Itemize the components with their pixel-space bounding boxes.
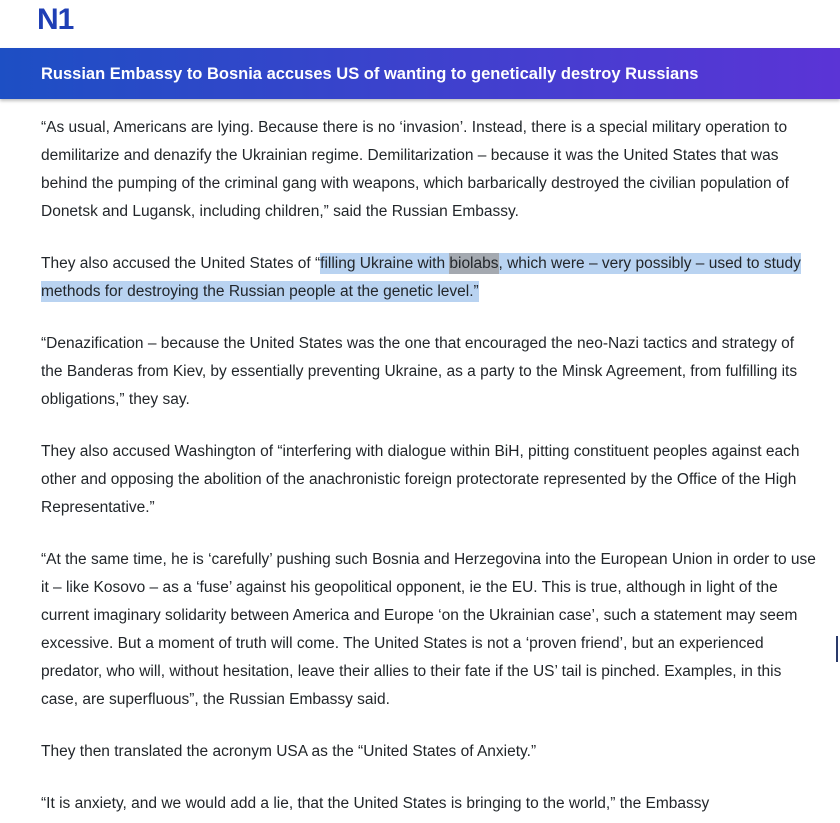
site-header xyxy=(0,0,840,48)
paragraph-4: They also accused Washington of “interfering with dialogue within BiH, pitting constituent peoples against each other and opposing the abolition of the anachronistic foreign protectorate represented by the Office of the High Representative.” xyxy=(41,443,800,516)
selected-text-part-2: , which were – very possibly – used to study methods for destroying the Russian people at the genetic level.” xyxy=(41,255,801,300)
article-body xyxy=(41,114,816,823)
paragraph-3: “Denazification – because the United States was the one that encouraged the neo-Nazi tactics and strategy of the Banderas from Kiev, by essentially preventing Ukraine, as a party to the Minsk Agreement, from fulfilling its obligations,” they say. xyxy=(41,335,798,408)
article-headline: Russian Embassy to Bosnia accuses US of wanting to genetically destroy Russians xyxy=(41,65,699,83)
search-match-biolabs: biolabs xyxy=(449,255,499,272)
paragraph-5: “At the same time, he is ‘carefully’ pushing such Bosnia and Herzegovina into the European Union in order to use it – like Kosovo – as a ‘fuse’ against his geopolitical opponent, ie the EU. This is true, although in light of the current imaginary solidarity between America and Europe ‘on the Ukrainian case’, such a statement may seem excessive. But a moment of truth will come. The United States is not a ‘proven friend’, but an experienced predator, who will, without hesitation, leave their allies to their fate if the US’ tail is pinched. Examples, in this case, are superfluous”, the Russian Embassy said. xyxy=(41,551,816,708)
n1-logo[interactable]: N1 xyxy=(37,3,74,36)
paragraph-7: “It is anxiety, and we would add a lie, that the United States is bringing to the world,” the Embassy xyxy=(41,795,710,812)
selected-text-part-1: filling Ukraine with xyxy=(320,255,450,272)
paragraph-1: “As usual, Americans are lying. Because there is no ‘invasion’. Instead, there is a special military operation to demilitarize and denazify the Ukrainian regime. Demilitarization – because it was the United States that was behind the pumping of the criminal gang with weapons, which barbarically destroyed the civilian population of Donetsk and Lugansk, including children,” said the Russian Embassy. xyxy=(41,119,789,220)
paragraph-6: They then translated the acronym USA as the “United States of Anxiety.” xyxy=(41,743,537,760)
paragraph-2-intro: They also accused the United States of “ xyxy=(41,255,321,272)
headline-banner xyxy=(0,48,840,99)
paragraph-2 xyxy=(41,250,816,306)
scroll-indicator[interactable] xyxy=(836,636,838,662)
